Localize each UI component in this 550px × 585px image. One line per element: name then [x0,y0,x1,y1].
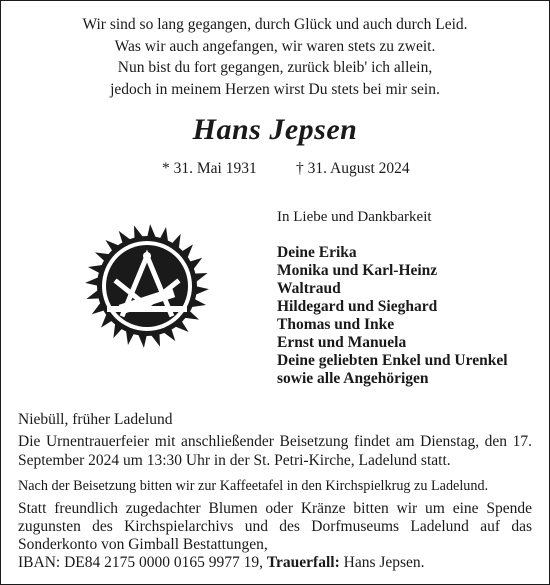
coffee-info: Nach der Beisetzung bitten wir zur Kaffeetafel in den Kirchspielkrug zu Ladelund. [18,478,489,494]
mourner-item: Hildegard und Sieghard [277,298,438,315]
death-date: † 31. August 2024 [296,160,410,177]
mourner-item: Waltraud [277,280,341,297]
poem-line: jedoch in meinem Herzen wirst Du stets bei mir sein. [110,80,440,98]
birth-date: * 31. Mai 1931 [162,160,257,177]
mourner-item: Deine geliebten Enkel und Urenkel [277,352,508,369]
mourner-item: Ernst und Manuela [277,334,407,351]
mourner-item: Deine Erika [277,244,357,261]
mourner-item: sowie alle Angehörigen [277,370,429,387]
iban-line [18,554,532,572]
deceased-name: Hans Jepsen [192,113,358,146]
iban-text: IBAN: DE84 2175 0000 0165 9977 19, [18,554,263,571]
poem-line: Was wir auch angefangen, wir waren stets zu zweit. [114,37,436,55]
mourners-list [277,244,508,388]
poem [0,14,550,100]
donation-text: Statt freundlich zugedachter Blumen oder Kränze bitten wir um eine Spende zugunsten des Kirchspielarchivs und des Dorfmuseums Ladelund auf das Sonderkonto von Gimball Bestattungen, [18,500,532,553]
poem-line: Nun bist du fort gegangen, zurück bleib' ich allein, [117,59,433,76]
funeral-info: Die Urnentrauerfeier mit anschließender Beisetzung findet am Dienstag, den 17. September 2024 um 13:30 Uhr in der St. Petri-Kirche, Ladelund statt. [18,433,532,469]
mourner-item: Thomas und Inke [277,316,395,333]
donation-info [18,500,532,572]
mourner-item: Monika und Karl-Heinz [277,262,438,279]
poem-line: Wir sind so lang gegangen, durch Glück und auch durch Leid. [82,16,468,33]
trauerfall-label: Trauerfall: [266,554,340,571]
trauerfall-name: Hans Jepsen. [343,554,425,571]
intro-text: In Liebe und Dankbarkeit [277,209,432,225]
saw-blade-square-compass-icon [83,222,211,350]
place-line: Niebüll, früher Ladelund [18,411,173,428]
